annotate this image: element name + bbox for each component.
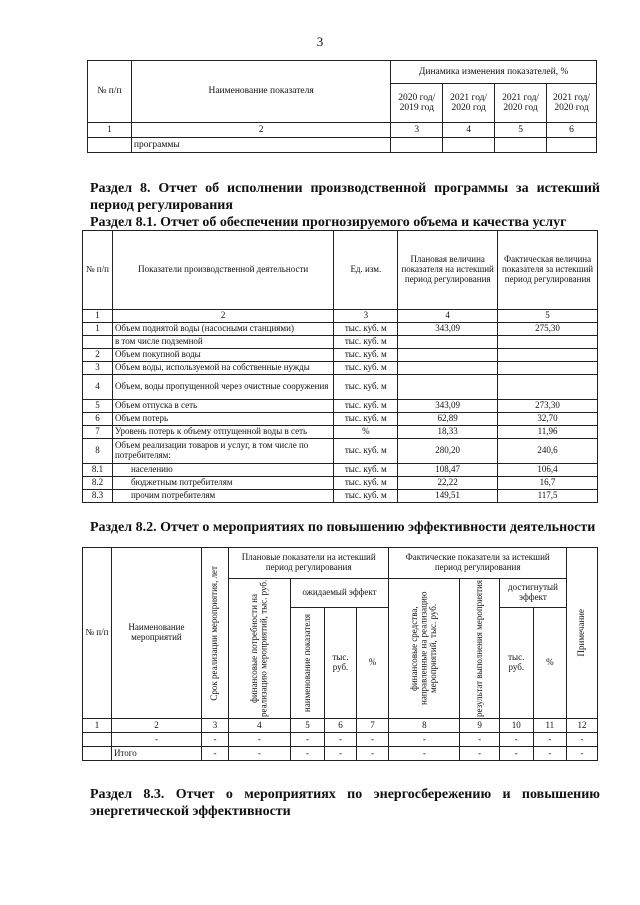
- row-num: 7: [83, 426, 113, 439]
- row-name: Объем потерь: [112, 413, 333, 426]
- row-unit: тыс. куб. м: [334, 336, 398, 349]
- row-plan: [398, 362, 498, 375]
- col-number: 3: [334, 310, 398, 323]
- header-fact-fin-text: финансовые средства, направленные на реализацию мероприятий, тыс. руб.: [409, 591, 439, 706]
- row-name: прочим потребителям: [112, 490, 333, 503]
- header-num: № п/п: [83, 231, 113, 310]
- col-number: 4: [398, 310, 498, 323]
- table-cell: -: [499, 733, 533, 747]
- header-exp-name-text: наименование показателя: [301, 613, 312, 713]
- col-number: 5: [495, 123, 547, 138]
- header-term: [201, 548, 228, 719]
- col-number: 2: [131, 123, 390, 138]
- table-cell: -: [290, 733, 325, 747]
- header-term-text: Срок реализации мероприятия, лет: [209, 565, 220, 701]
- row-plan: 22,22: [398, 477, 498, 490]
- header-period: 2021 год/ 2020 год: [443, 84, 495, 123]
- col-number: 2: [111, 719, 201, 733]
- table-cell: -: [460, 747, 500, 761]
- col-number: 9: [460, 719, 500, 733]
- header-plan-fin-text: финансовые потребности на реализацию мероприятий, тыс. руб.: [248, 579, 269, 718]
- header-plan-group: Плановые показатели на истекший период регулирования: [229, 548, 389, 579]
- dynamics-table: [87, 60, 597, 153]
- row-num: 3: [83, 362, 113, 375]
- row-fact: 273,30: [498, 400, 598, 413]
- row-name: Объем воды, используемой на собственные нужды: [112, 362, 333, 375]
- header-name: Наименование мероприятий: [111, 548, 201, 719]
- header-achieved: достигнутый эффект: [499, 579, 566, 608]
- row-plan: 149,51: [398, 490, 498, 503]
- table-cell: [443, 138, 495, 153]
- row-num: 8.1: [83, 464, 113, 477]
- row-name: Объем реализации товаров и услуг, в том числе по потребителям:: [112, 439, 333, 464]
- table-cell: -: [229, 747, 291, 761]
- col-number: 1: [83, 719, 112, 733]
- table-cell: -: [111, 733, 201, 747]
- row-fact: 11,96: [498, 426, 598, 439]
- table-row: [83, 464, 598, 477]
- row-fact: 106,4: [498, 464, 598, 477]
- row-name: бюджетным потребителям: [112, 477, 333, 490]
- row-num: 5: [83, 400, 113, 413]
- table-cell: -: [201, 733, 228, 747]
- col-number: 1: [88, 123, 132, 138]
- page-number: 3: [316, 34, 324, 49]
- row-unit: тыс. куб. м: [334, 464, 398, 477]
- row-plan: 108,47: [398, 464, 498, 477]
- section-8-3-title: Раздел 8.3. Отчет о мероприятиях по энергосбережению и повышению энергетической эффективности: [90, 787, 600, 819]
- row-name: Объем покупной воды: [112, 349, 333, 362]
- row-plan: 62,89: [398, 413, 498, 426]
- col-number: 5: [290, 719, 325, 733]
- table-cell: -: [567, 747, 598, 761]
- header-note-text: Примечание: [576, 609, 587, 657]
- row-num: 2: [83, 349, 113, 362]
- row-fact: [498, 336, 598, 349]
- table-row: [83, 413, 598, 426]
- row-plan: [398, 336, 498, 349]
- table-cell: -: [356, 733, 389, 747]
- section-8-1-title: Раздел 8.1. Отчет об обеспечении прогнозируемого объема и качества услуг: [90, 215, 567, 230]
- row-unit: тыс. куб. м: [334, 439, 398, 464]
- row-name: в том числе подземной: [112, 336, 333, 349]
- row-plan: [398, 349, 498, 362]
- table-row: [83, 336, 598, 349]
- row-num: 8.2: [83, 477, 113, 490]
- row-unit: %: [334, 426, 398, 439]
- header-fact-result: [460, 579, 500, 719]
- table-row: [83, 426, 598, 439]
- row-unit: тыс. куб. м: [334, 400, 398, 413]
- header-unit: Ед. изм.: [334, 231, 398, 310]
- col-number: 4: [229, 719, 291, 733]
- table-cell: -: [499, 747, 533, 761]
- header-indicator: Показатели производственной деятельности: [112, 231, 333, 310]
- row-name: Объем, воды пропущенной через очистные сооружения: [112, 375, 333, 400]
- col-number: 11: [533, 719, 566, 733]
- header-dynamics: Динамика изменения показателей, %: [391, 61, 597, 84]
- table-cell: -: [460, 733, 500, 747]
- table-cell: [495, 138, 547, 153]
- table-cell: Итого: [111, 747, 201, 761]
- table-cell: [83, 747, 112, 761]
- row-unit: тыс. куб. м: [334, 362, 398, 375]
- row-unit: тыс. куб. м: [334, 375, 398, 400]
- table-cell: [83, 733, 112, 747]
- table-cell: -: [533, 747, 566, 761]
- column-numbers-row: [88, 123, 597, 138]
- row-plan: 343,09: [398, 323, 498, 336]
- row-fact: 275,30: [498, 323, 598, 336]
- row-fact: 240,6: [498, 439, 598, 464]
- header-plan: Плановая величина показателя на истекший период регулирования: [398, 231, 498, 310]
- table-row: [88, 138, 597, 153]
- col-number: 3: [391, 123, 443, 138]
- production-table: [82, 230, 598, 503]
- header-exp-rub: тыс. руб.: [325, 608, 356, 719]
- row-fact: [498, 375, 598, 400]
- table-cell: -: [290, 747, 325, 761]
- table-cell: -: [356, 747, 389, 761]
- row-num: 6: [83, 413, 113, 426]
- header-expected: ожидаемый эффект: [290, 579, 389, 608]
- table-row: [83, 323, 598, 336]
- row-fact: [498, 349, 598, 362]
- table-row: [83, 375, 598, 400]
- row-unit: тыс. куб. м: [334, 323, 398, 336]
- row-num: 4: [83, 375, 113, 400]
- row-unit: тыс. куб. м: [334, 490, 398, 503]
- header-plan-fin: [229, 579, 291, 719]
- col-number: 8: [389, 719, 460, 733]
- table-cell: -: [389, 733, 460, 747]
- row-fact: 117,5: [498, 490, 598, 503]
- table-cell: [547, 138, 597, 153]
- row-unit: тыс. куб. м: [334, 349, 398, 362]
- table-cell: -: [389, 747, 460, 761]
- col-number: 12: [567, 719, 598, 733]
- table-cell: программы: [131, 138, 390, 153]
- table-cell: -: [325, 747, 356, 761]
- row-plan: 18,33: [398, 426, 498, 439]
- section-8-title: Раздел 8. Отчет об исполнении производственной программы за истекший период регулирования: [90, 181, 600, 213]
- table-row: [83, 477, 598, 490]
- table-cell: -: [325, 733, 356, 747]
- table-row: [83, 747, 598, 761]
- row-name: Уровень потерь к объему отпущенной воды в сеть: [112, 426, 333, 439]
- col-number: 5: [498, 310, 598, 323]
- header-ach-rub: тыс. руб.: [499, 608, 533, 719]
- row-num: [83, 336, 113, 349]
- row-unit: тыс. куб. м: [334, 477, 398, 490]
- header-fact-fin: [389, 579, 460, 719]
- table-row: [83, 362, 598, 375]
- col-number: 6: [547, 123, 597, 138]
- table-row: [83, 400, 598, 413]
- table-row: [83, 349, 598, 362]
- row-unit: тыс. куб. м: [334, 413, 398, 426]
- section-8-2-title: Раздел 8.2. Отчет о мероприятиях по повышению эффективности деятельности: [90, 520, 596, 535]
- row-num: 8: [83, 439, 113, 464]
- header-note: [567, 548, 598, 719]
- column-numbers-row: [83, 719, 598, 733]
- table-cell: [391, 138, 443, 153]
- row-num: 8.3: [83, 490, 113, 503]
- row-fact: 16,7: [498, 477, 598, 490]
- row-fact: 32,70: [498, 413, 598, 426]
- table-cell: -: [533, 733, 566, 747]
- row-fact: [498, 362, 598, 375]
- header-fact-group: Фактические показатели за истекший период регулирования: [389, 548, 567, 579]
- table-row: [83, 490, 598, 503]
- header-ach-pct: %: [533, 608, 566, 719]
- col-number: 7: [356, 719, 389, 733]
- header-period: 2020 год/ 2019 год: [391, 84, 443, 123]
- table-cell: -: [567, 733, 598, 747]
- header-fact: Фактическая величина показателя за истекший период регулирования: [498, 231, 598, 310]
- col-number: 4: [443, 123, 495, 138]
- row-plan: 280,20: [398, 439, 498, 464]
- header-fact-result-text: результат выполнения мероприятия: [473, 580, 484, 717]
- header-num: № п/п: [83, 548, 112, 719]
- table-cell: -: [229, 733, 291, 747]
- table-cell: [88, 138, 132, 153]
- col-number: 2: [112, 310, 333, 323]
- row-name: Объем поднятой воды (насосными станциями): [112, 323, 333, 336]
- header-num: № п/п: [88, 61, 132, 123]
- header-period: 2021 год/ 2020 год: [495, 84, 547, 123]
- row-num: 1: [83, 323, 113, 336]
- header-name: Наименование показателя: [131, 61, 390, 123]
- col-number: 6: [325, 719, 356, 733]
- table-row: [83, 733, 598, 747]
- row-name: населению: [112, 464, 333, 477]
- col-number: 1: [83, 310, 113, 323]
- col-number: 10: [499, 719, 533, 733]
- header-period: 2021 год/ 2020 год: [547, 84, 597, 123]
- header-exp-pct: %: [356, 608, 389, 719]
- col-number: 3: [201, 719, 228, 733]
- efficiency-table: [82, 547, 598, 761]
- table-row: [83, 439, 598, 464]
- column-numbers-row: [83, 310, 598, 323]
- row-name: Объем отпуска в сеть: [112, 400, 333, 413]
- row-plan: 343,09: [398, 400, 498, 413]
- table-cell: -: [201, 747, 228, 761]
- row-plan: [398, 375, 498, 400]
- header-exp-name: [290, 608, 325, 719]
